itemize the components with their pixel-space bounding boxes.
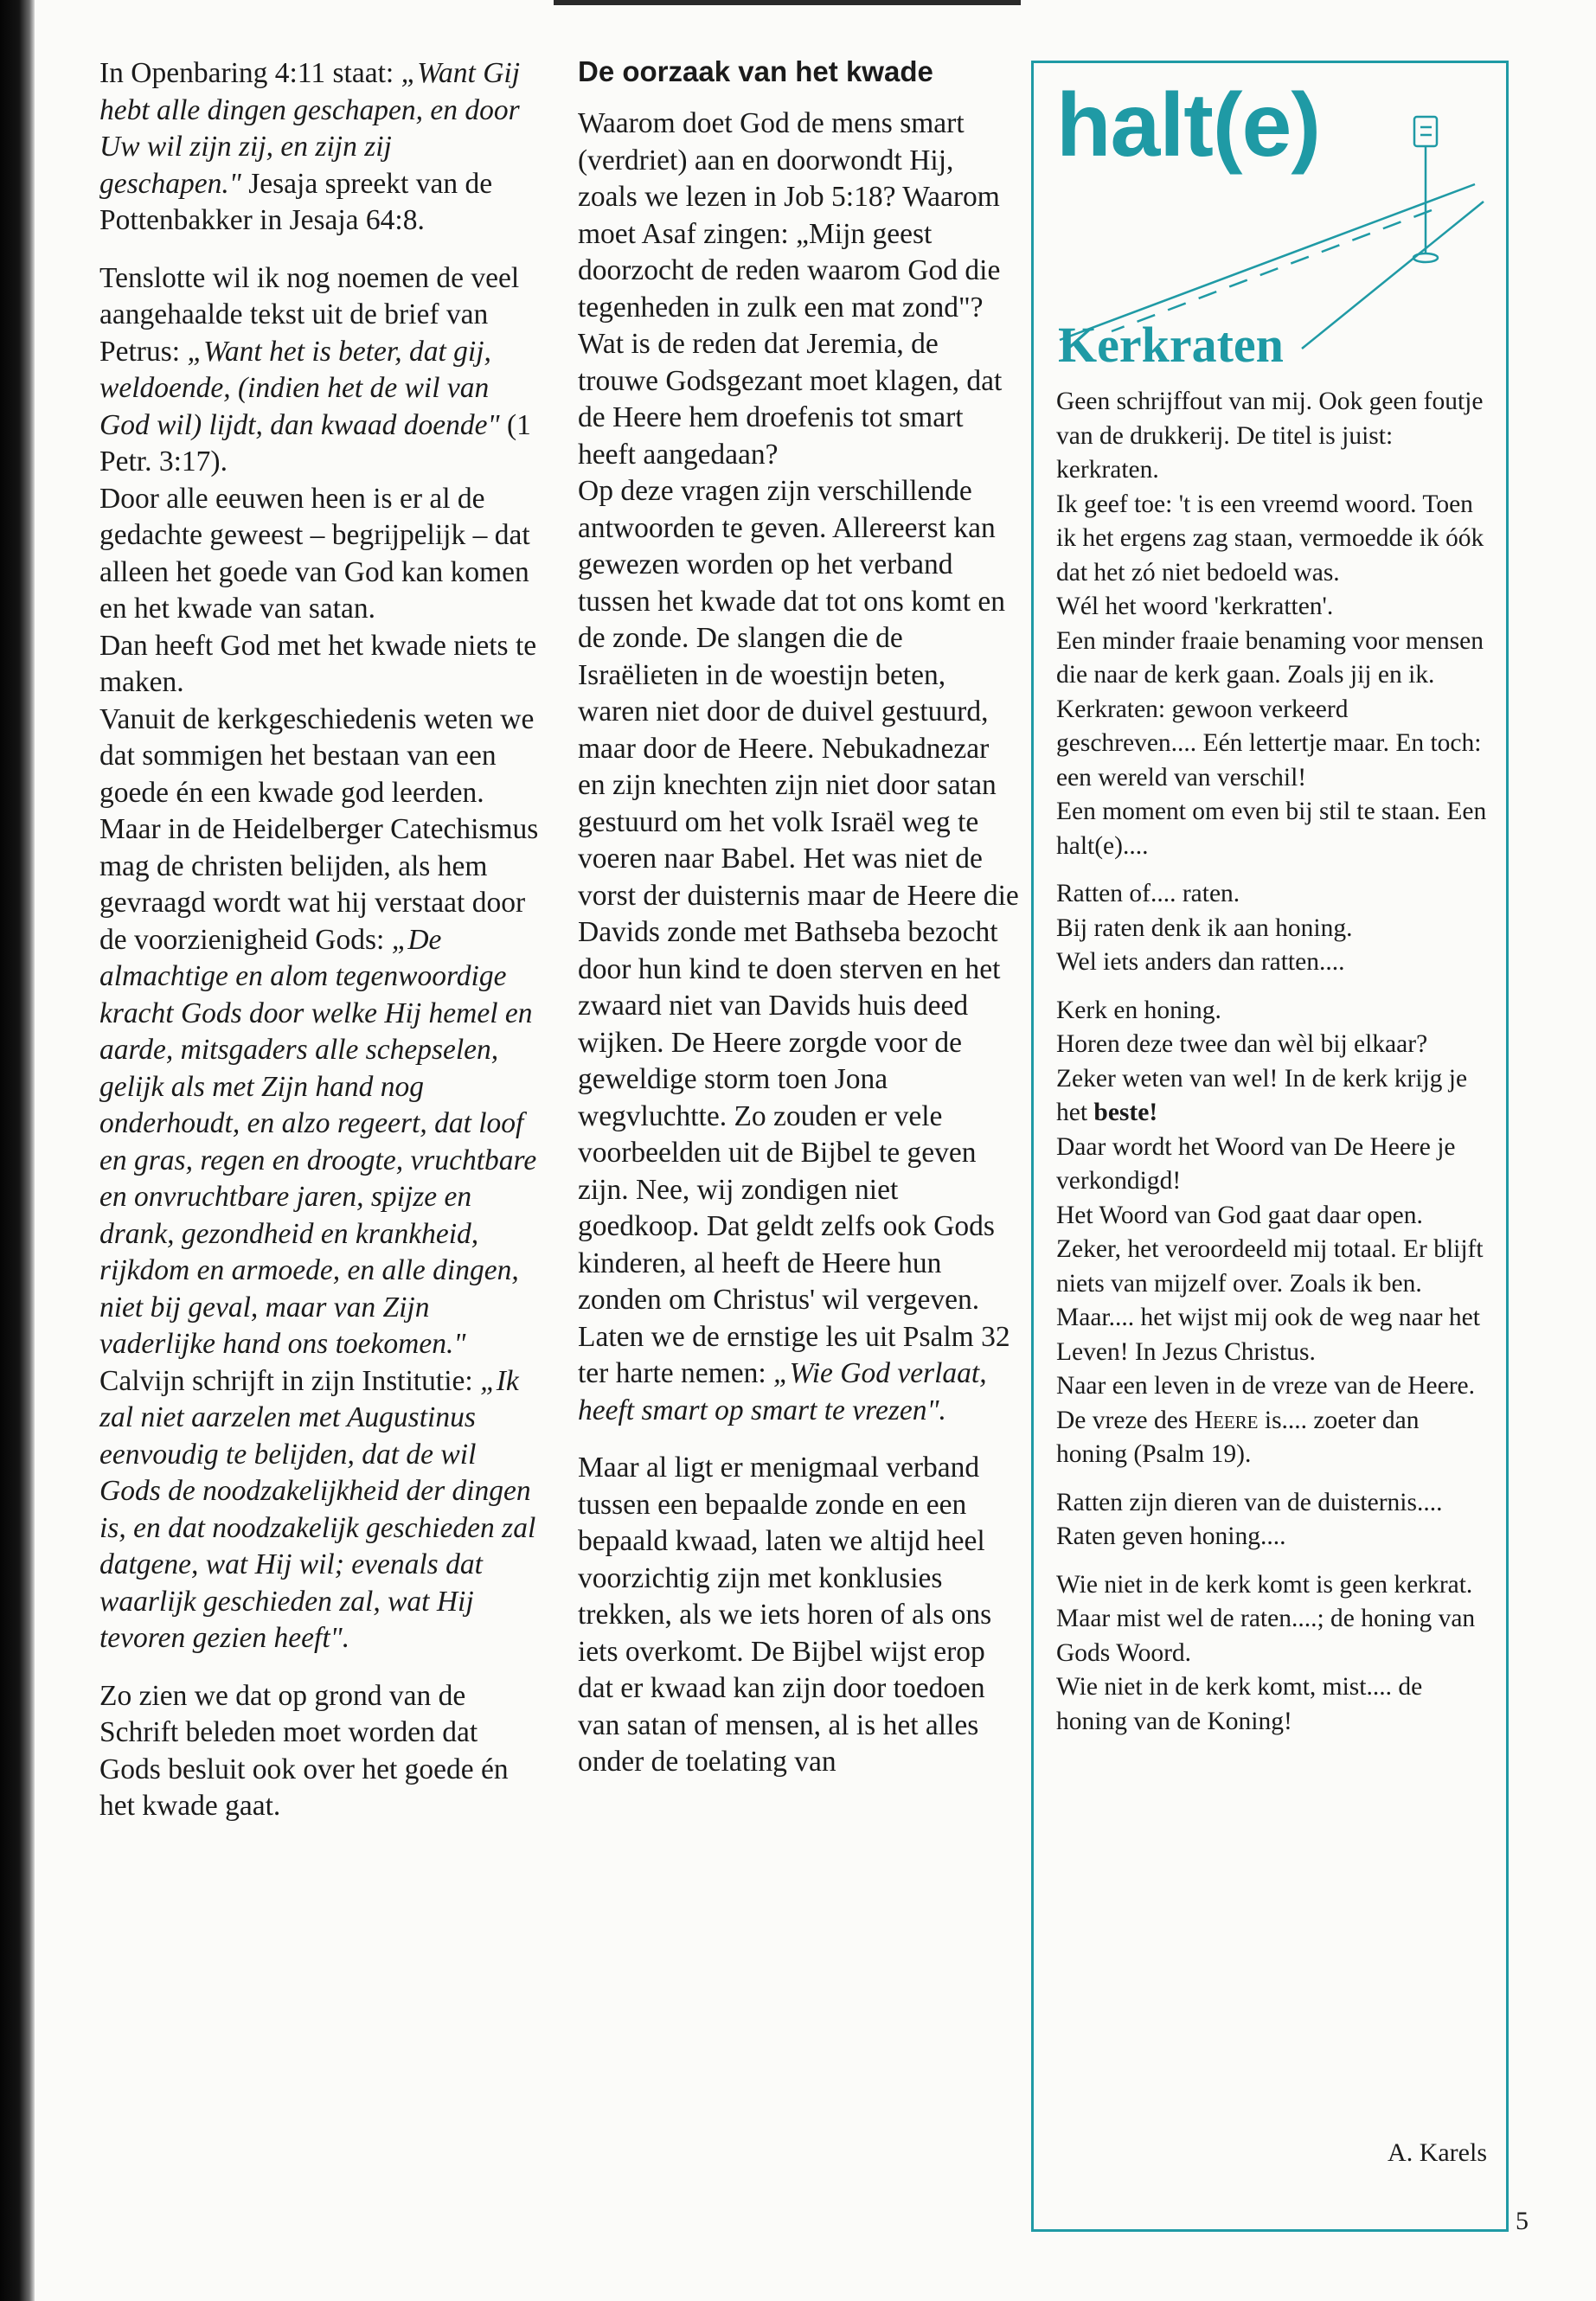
text: De vreze des <box>1056 1406 1195 1434</box>
paragraph: Wie niet in de kerk komt is geen kerkrat. Maar mist wel de raten....; de honing van Gods Woord. <box>1056 1570 1476 1667</box>
paragraph: Dan heeft God met het kwade niets te maken. <box>99 629 537 698</box>
paragraph: Geen schrijffout van mij. Ook geen foutje van de drukkerij. De titel is juist: kerkraten. <box>1056 388 1484 484</box>
paragraph: Wel iets anders dan ratten.... <box>1056 948 1345 976</box>
paragraph: Kerk en honing. <box>1056 996 1221 1024</box>
paragraph <box>99 811 541 1363</box>
text: Zeker weten van wel! In de kerk krijg je het <box>1056 1064 1468 1126</box>
paragraph <box>99 1363 541 1657</box>
text: Maar in de Heidelberger Catechismus mag de christen belijden, als hem gevraagd wordt wat hij verstaat door de voorzienigheid Gods: <box>99 813 539 956</box>
paragraph: Ik geef toe: 't is een vreemd woord. Toen ik het ergens zag staan, vermoedde ik óók dat het zó niet bedoeld was. <box>1056 490 1484 586</box>
paragraph: Zo zien we dat op grond van de Schrift beleden moet worden dat Gods besluit ook over het goede én het kwade gaat. <box>99 1679 509 1822</box>
quote: „Wie God verlaat, heeft smart op smart te vrezen". <box>578 1357 987 1426</box>
paragraph: Horen deze twee dan wèl bij elkaar? <box>1056 1030 1428 1058</box>
paragraph <box>1056 1404 1493 1472</box>
paragraph: Daar wordt het Woord van De Heere je verkondigd! <box>1056 1132 1456 1195</box>
reference: (1 Petr. 3:17). <box>99 408 531 478</box>
paragraph: Het Woord van God gaat daar open. <box>1056 1201 1423 1229</box>
quote: „De almachtige en alom tegenwoordige kracht Gods door welke Hij hemel en aarde, mitsgaders alle schepselen, gelijk als met Zijn hand nog onderhoudt, en alzo regeert, dat loof en gras, regen en droogte, vruchtbare en onvruchtbare jaren, spijze en drank, gezondheid en krankheid, rijkdom en armoede, en alle dingen, niet bij geval, maar van Zijn vaderlijke hand ons toekomen." <box>99 923 537 1360</box>
paragraph: Een minder fraaie benaming voor mensen die naar de kerk gaan. Zoals jij en ik. <box>1056 626 1484 689</box>
halte-sidebar-box <box>1031 61 1509 2232</box>
scan-edge-shadow <box>0 0 35 2301</box>
text: Op deze vragen zijn verschillende antwoorden te geven. Allereerst kan gewezen worden op het verband tussen het kwade dat tot ons komt en de zonde. De slangen die de Israëlieten in de woestijn beten, waren niet door de duivel gestuurd, maar door de Heere. Nebukadnezar en zijn knechten zijn niet door satan gestuurd om het volk Israël weg te voeren naar Babel. Het was niet de vorst der duisternis maar de Heere die Davids zonde met Bathseba bezocht door hun kind te doen sterven en het zwaard niet van Davids huis deed wijken. De Heere zorgde voor de geweldige storm toen Jona wegvluchtte. Zo zouden er vele voorbeelden uit de Bijbel te geven zijn. Nee, wij zondigen niet goedkoop. Dat geldt zelfs ook Gods kinderen, al heeft de Heere hun zonden om Christus' wil vergeven. Laten we de ernstige les uit Psalm 32 ter harte nemen: <box>578 475 1019 1389</box>
paragraph: Bij raten denk ik aan honing. <box>1056 913 1353 942</box>
author-signature: A. Karels <box>1388 2138 1487 2167</box>
box-title: halt(e) <box>1056 75 1320 176</box>
paragraph: Wie niet in de kerk komt, mist.... de honing van de Koning! <box>1056 1673 1423 1735</box>
paragraph: Ratten of.... raten. <box>1056 880 1240 907</box>
paragraph <box>99 260 541 481</box>
paragraph: Een moment om even bij stil te staan. Een halt(e).... <box>1056 798 1487 860</box>
paragraph: Kerkraten: gewoon verkeerd geschreven.... Eén lettertje maar. En toch: een wereld van verschil! <box>1056 695 1482 792</box>
text: Jesaja spreekt van de Pottenbakker in Jesaja 64:8. <box>99 167 493 236</box>
text: is.... zoeter dan honing (Psalm 19). <box>1056 1406 1420 1468</box>
column-1 <box>99 55 541 1825</box>
paragraph: Maar al ligt er menigmaal verband tussen een bepaalde zonde en een bepaald kwaad, laten we altijd heel voorzichtig zijn met konklusies trekken, als we iets horen of als ons iets overkomt. De Bijbel wijst erop dat er kwaad kan zijn door toedoen van satan of mensen, al is het alles onder de toelating van <box>578 1452 992 1778</box>
paragraph: Raten geven honing.... <box>1056 1522 1286 1550</box>
text: Tenslotte wil ik nog noemen de veel aangehaalde tekst uit de brief van Petrus: <box>99 261 520 368</box>
paragraph: Ratten zijn dieren van de duisternis.... <box>1056 1488 1443 1516</box>
quote: „Want het is beter, dat gij, weldoende, (indien het de wil van God wil) lijdt, dan kwaad doende" <box>99 335 500 441</box>
page-number: 5 <box>1516 2207 1529 2235</box>
paragraph <box>1056 1062 1493 1131</box>
quote: „Want Gij hebt alle dingen geschapen, en door Uw wil zijn zij, en zijn zij geschapen." <box>99 57 521 200</box>
paragraph: Naar een leven in de vreze van de Heere. <box>1056 1372 1475 1400</box>
paragraph: Wél het woord 'kerkratten'. <box>1056 593 1334 620</box>
paragraph: Zeker, het veroordeeld mij totaal. Er blijft niets van mijzelf over. Zoals ik ben. <box>1056 1235 1484 1298</box>
small-caps-text: Heere <box>1194 1406 1259 1434</box>
column-2 <box>578 55 1019 1781</box>
top-divider <box>554 0 1021 5</box>
paragraph: Vanuit de kerkgeschiedenis weten we dat sommigen het bestaan van een goede én een kwade god leerden. <box>99 702 535 809</box>
paragraph: Waarom doet God de mens smart (verdriet) aan en doorwondt Hij, zoals we lezen in Job 5:18? Waarom moet Asaf zingen: „Mijn geest doorzocht de reden waarom God die tegenheden in zulk een mat zond"? Wat is de reden dat Jeremia, de trouwe Godsgezant moet klagen, dat de Heere hem droefenis tot smart heeft aangedaan? <box>578 107 1003 471</box>
text: Calvijn schrijft in zijn Institutie: <box>99 1364 473 1397</box>
paragraph <box>578 473 1019 1429</box>
paragraph <box>99 55 541 240</box>
box-body <box>1056 385 1493 1739</box>
emphasis: beste! <box>1093 1099 1158 1126</box>
paragraph: Maar.... het wijst mij ook de weg naar het Leven! In Jezus Christus. <box>1056 1304 1480 1366</box>
paragraph: Door alle eeuwen heen is er al de gedachte geweest – begrijpelijk – dat alleen het goede van God kan komen en het kwade van satan. <box>99 482 530 625</box>
section-heading: De oorzaak van het kwade <box>578 55 933 87</box>
quote: „Ik zal niet aarzelen met Augustinus eenvoudig te belijden, dat de wil Gods de noodzakelijkheid der dingen is, en dat noodzakelijk geschieden zal datgene, wat Hij wil; evenals dat waarlijk geschieden zal, wat Hij tevoren gezien heeft". <box>99 1364 536 1654</box>
box-subtitle: Kerkraten <box>1058 317 1284 373</box>
text: In Openbaring 4:11 staat: <box>99 57 394 89</box>
